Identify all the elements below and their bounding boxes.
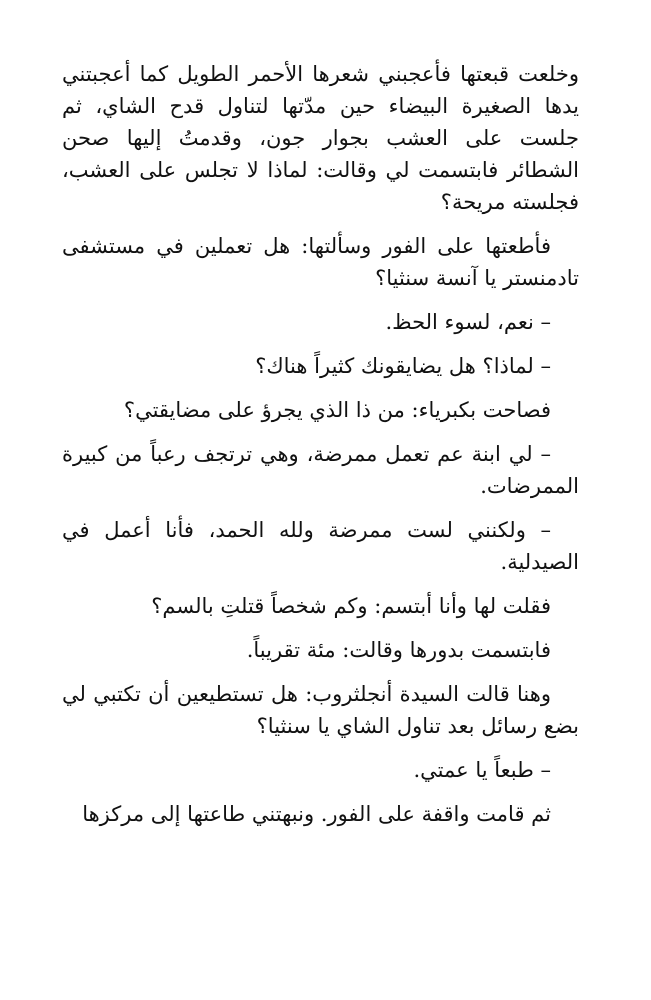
paragraph-12: ثم قامت واقفة على الفور. ونبهتني طاعتها إلى مركزها — [82, 802, 551, 826]
paragraph-7: – ولكنني لست ممرضة ولله الحمد، فأنا أعمل في الصيدلية. — [62, 518, 579, 574]
paragraph-6: – لي ابنة عم تعمل ممرضة، وهي ترتجف رعباً من كبيرة الممرضات. — [62, 442, 579, 498]
paragraph-9: فابتسمت بدورها وقالت: مئة تقريباً. — [246, 638, 551, 662]
paragraph-3: – نعم، لسوء الحظ. — [385, 310, 551, 334]
paragraph-8: فقلت لها وأنا أبتسم: وكم شخصاً قتلتِ بالسم؟ — [151, 594, 551, 618]
paragraph-5: فصاحت بكبرياء: من ذا الذي يجرؤ على مضايقتي؟ — [123, 398, 551, 422]
paragraph-2: فأطعتها على الفور وسألتها: هل تعملين في مستشفى تادمنستر يا آنسة سنثيا؟ — [62, 234, 579, 290]
paragraph-4: – لماذا؟ هل يضايقونك كثيراً هناك؟ — [255, 354, 551, 378]
paragraph-10: وهنا قالت السيدة أنجلثروب: هل تستطيعين أن تكتبي لي بضع رسائل بعد تناول الشاي يا سنثيا؟ — [62, 682, 579, 738]
paragraph-11: – طبعاً يا عمتي. — [413, 758, 551, 782]
paragraph-1: وخلعت قبعتها فأعجبني شعرها الأحمر الطويل كما أعجبتني يدها الصغيرة البيضاء حين مدّتها لتناول قدح الشاي، ثم جلست على العشب بجوار جون، وقدمتُ إليها صحن الشطائر فابتسمت لي وقالت: لماذا لا تجلس على العشب، فجلسته مريحة؟ — [62, 62, 579, 214]
book-page — [62, 58, 579, 1000]
